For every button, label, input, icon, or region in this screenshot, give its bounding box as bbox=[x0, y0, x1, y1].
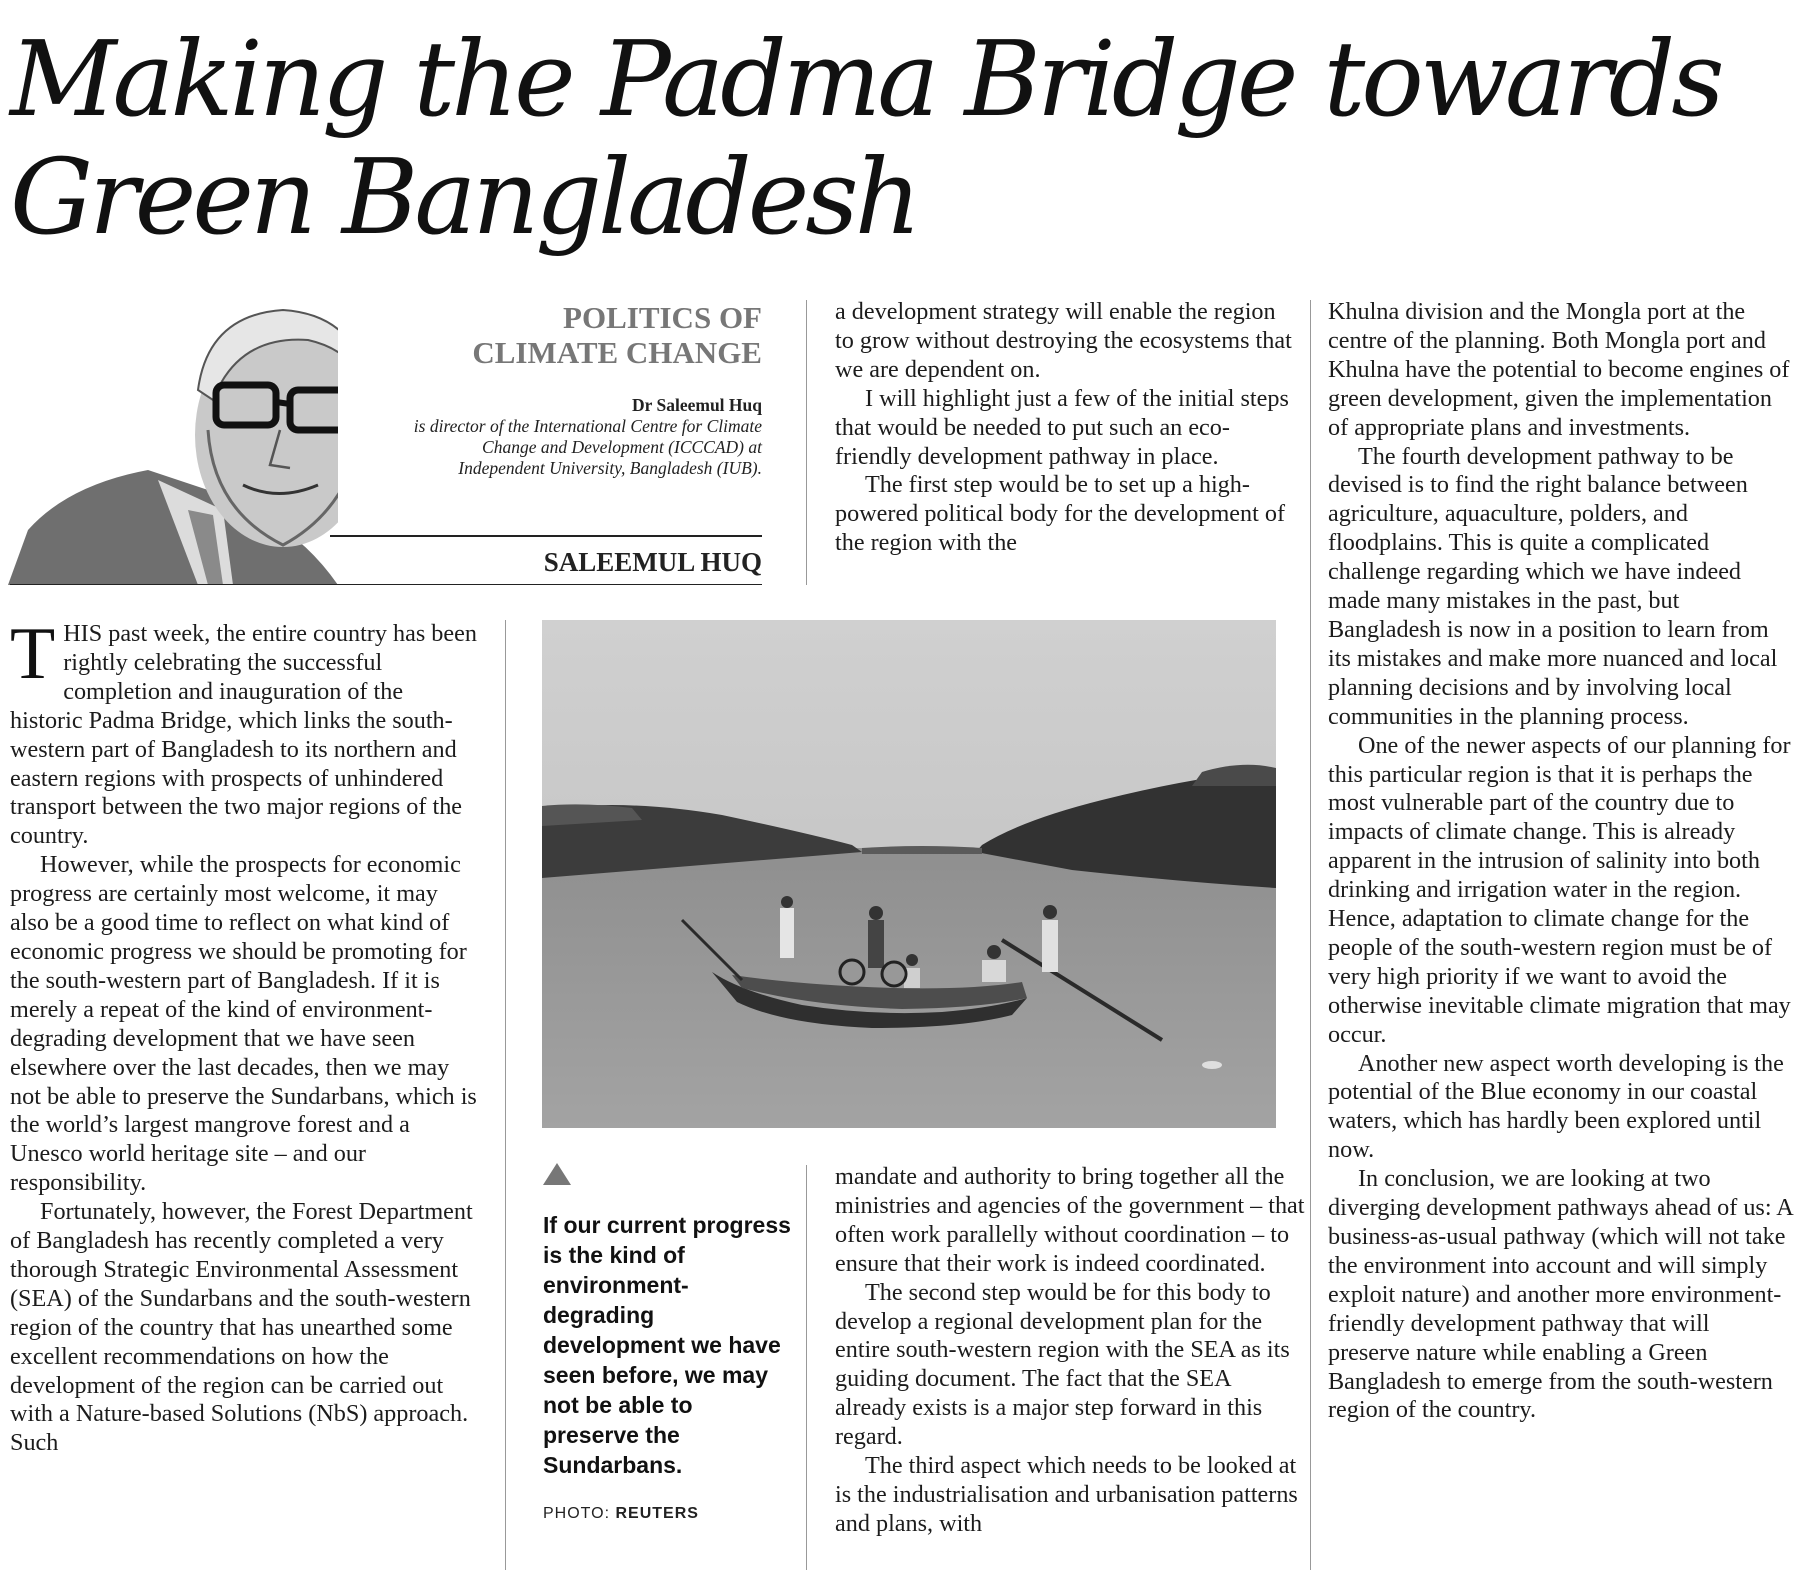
author-bio-text: is director of the International Centre for Climate Change and Development (ICCCAD) at Independent University, Bangladesh (IUB). bbox=[413, 416, 762, 478]
drop-cap: T bbox=[10, 613, 56, 695]
signature-rule bbox=[330, 535, 762, 537]
col4-paragraph-2: The fourth development pathway to be devised is to find the right balance between agriculture, aquaculture, polders, and floodplains. This is quite a complicated challenge regarding which we have indeed made many mistakes in the past, but Bangladesh is now in a position to learn from its mistakes and make more nuanced and local planning decisions and by involving local communities in the planning process. bbox=[1328, 442, 1778, 730]
section-label bbox=[390, 300, 762, 370]
col2b-paragraph-2: The second step would be for this body to develop a regional development plan for the entire south-western region with the SEA as its guiding document. The fact that the SEA already exists is a major step forward in this regard. bbox=[835, 1278, 1290, 1451]
author-portrait-illustration bbox=[8, 280, 338, 585]
column-4 bbox=[1328, 298, 1793, 1425]
column-divider-3 bbox=[1310, 300, 1311, 1570]
photo-credit-source: REUTERS bbox=[615, 1505, 699, 1522]
photo-credit-label: PHOTO: bbox=[543, 1505, 611, 1522]
col2b-paragraph-1: mandate and authority to bring together all the ministries and agencies of the government – that often work parallelly without coordination – to ensure that their work is indeed coordinated. bbox=[835, 1163, 1305, 1277]
author-bio bbox=[410, 395, 762, 479]
section-line-1: POLITICS OF bbox=[563, 300, 762, 335]
col1-paragraph-1: HIS past week, the entire country has been rightly celebrating the successful completion and inauguration of the historic Padma Bridge, which links the south-western part of Bangladesh to its northern and eastern regions with prospects of unhindered transport between the two major regions of the country. bbox=[10, 620, 477, 850]
col4-paragraph-4: Another new aspect worth developing is the potential of the Blue economy in our coastal waters, which has hardly been explored until now. bbox=[1328, 1049, 1784, 1164]
col4-paragraph-5: In conclusion, we are looking at two diverging development pathways ahead of us: A business-as-usual pathway (which will not take the environment into account and will simply exploit nature) and another more environment-friendly development pathway that will preserve nature while enabling a Green Bangladesh to emerge from the south-western region of the country. bbox=[1328, 1165, 1793, 1424]
col2-paragraph-1: a development strategy will enable the region to grow without destroying the ecosystems that we are dependent on. bbox=[835, 298, 1292, 383]
headline: Making the Padma Bridge towards Green Bangladesh bbox=[10, 18, 1721, 258]
col1-paragraph-3: Fortunately, however, the Forest Department of Bangladesh has recently completed a very thorough Strategic Environmental Assessment (SEA) of the Sundarbans and the south-western region of the country that has unearthed some excellent recommendations on how the development of the region can be carried out with a Nature-based Solutions (NbS) approach. Such bbox=[10, 1198, 473, 1457]
column-divider-2-bottom bbox=[806, 1165, 807, 1570]
column-1 bbox=[10, 613, 478, 1458]
header-bottom-rule bbox=[10, 584, 762, 585]
col2b-paragraph-3: The third aspect which needs to be looked at is the industrialisation and urbanisation patterns and plans, with bbox=[835, 1452, 1298, 1537]
col2-paragraph-3: The first step would be to set up a high-powered political body for the development of the region with the bbox=[835, 471, 1286, 557]
column-2-bottom bbox=[835, 1163, 1305, 1539]
sundarbans-river-boat-photo bbox=[542, 620, 1276, 1128]
col4-paragraph-1: Khulna division and the Mongla port at the centre of the planning. Both Mongla port and Khulna have the potential to become engines of green development, given the implementation of appropriate plans and investments. bbox=[1328, 298, 1790, 441]
column-divider-1 bbox=[505, 620, 506, 1570]
column-divider-2-top bbox=[806, 300, 807, 585]
author-name: Dr Saleemul Huq bbox=[632, 395, 762, 415]
col4-paragraph-3: One of the newer aspects of our planning for this particular region is that it is perhaps the most vulnerable part of the country due to impacts of climate change. This is already apparent in the intrusion of salinity into both drinking and irrigation water in the region. Hence, adaptation to climate change for the people of the south-western region must be of very high priority if we want to avoid the otherwise inevitable climate migration that may occur. bbox=[1328, 731, 1791, 1048]
pullquote-marker-icon bbox=[543, 1163, 571, 1185]
photo-credit bbox=[543, 1505, 699, 1523]
pullquote: If our current progress is the kind of environment-degrading development we have seen before, we may not be able to preserve the Sundarbans. bbox=[543, 1212, 791, 1478]
col2-paragraph-2: I will highlight just a few of the initial steps that would be needed to put such an eco-friendly development pathway in place. bbox=[835, 384, 1289, 470]
col1-paragraph-2: However, while the prospects for economic progress are certainly most welcome, it may also be a good time to reflect on what kind of economic progress we should be promoting for the south-western part of Bangladesh. If it is merely a repeat of the kind of environment-degrading development that we have seen elsewhere over the last decades, then we may not be able to preserve the Sundarbans, which is the world’s largest mangrove forest and a Unesco world heritage site – and our responsibility. bbox=[10, 851, 477, 1197]
column-2-top bbox=[835, 298, 1295, 558]
author-signature: SALEEMUL HUQ bbox=[543, 547, 762, 577]
section-line-2: CLIMATE CHANGE bbox=[472, 335, 762, 370]
